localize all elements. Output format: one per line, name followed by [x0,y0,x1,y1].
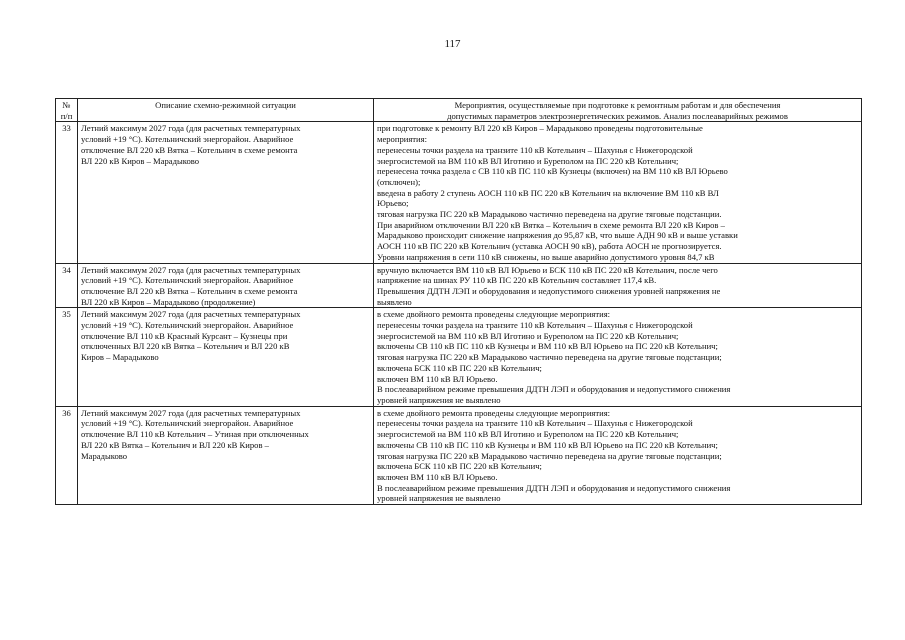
row-actions [374,122,862,263]
action-line: включены СВ 110 кВ ПС 110 кВ Кузнецы и ВМ 110 кВ ВЛ Юрьево на ПС 220 кВ Котельнич; [377,341,718,352]
action-line: При аварийном отключении ВЛ 220 кВ Вятка – Котельнич в схеме ремонта ВЛ 220 кВ Киров – [377,219,725,230]
page-number: 117 [444,38,461,50]
action-line: В послеаварийном режиме превышения ДДТН ЛЭП и оборудования и недопустимого снижения [377,384,731,395]
action-line: включена БСК 110 кВ ПС 220 кВ Котельнич; [377,362,542,373]
table-header-row [56,99,862,122]
action-line: вручную включается ВМ 110 кВ ВЛ Юрьево и БСК 110 кВ ПС 220 кВ Котельнич, после чего [377,264,718,275]
row-number: 36 [56,406,78,504]
header-num [56,99,78,122]
description-line: Летний максимум 2027 года (для расчетных температурных [81,407,301,418]
header-actions-line: Мероприятия, осуществляемые при подготовке к ремонтным работам и для обеспечения [454,100,781,110]
action-line: включен ВМ 110 кВ ВЛ Юрьево. [377,471,498,482]
action-line: перенесены точки раздела на транзите 110 кВ Котельнич – Шахунья с Нижегородской [377,320,693,331]
action-line: в схеме двойного ремонта проведены следующие мероприятия: [377,407,611,418]
measures-table [55,98,862,505]
header-actions [374,99,862,122]
action-line: энергосистемой на ВМ 110 кВ ВЛ Иготино и Буреполом на ПС 220 кВ Котельнич; [377,330,679,341]
table-row [56,263,862,308]
action-line: включены СВ 110 кВ ПС 110 кВ Кузнецы и ВМ 110 кВ ВЛ Юрьево на ПС 220 кВ Котельнич; [377,439,718,450]
row-description [78,263,374,308]
action-line: выявлено [377,296,412,307]
action-line: Юрьево; [377,198,409,209]
row-actions [374,263,862,308]
row-actions [374,308,862,406]
action-line: тяговая нагрузка ПС 220 кВ Марадыково частично переведена на другие тяговые подстанции; [377,352,722,363]
action-line: (отключен); [377,176,421,187]
action-line: перенесены точки раздела на транзите 110 кВ Котельнич – Шахунья с Нижегородской [377,418,693,429]
header-actions-line: допустимых параметров электроэнергетических режимов. Анализ послеаварийных режимов [447,110,788,121]
action-line: тяговая нагрузка ПС 220 кВ Марадыково частично переведена на другие тяговые подстанции. [377,209,722,220]
table-body [56,122,862,505]
action-line: в схеме двойного ремонта проведены следующие мероприятия: [377,309,611,320]
action-line: уровней напряжения не выявлено [377,394,501,405]
action-line: при подготовке к ремонту ВЛ 220 кВ Киров – Марадыково проведены подготовительные [377,123,703,134]
action-line: напряжение на шинах РУ 110 кВ ПС 220 кВ Котельнич составляет 117,4 кВ. [377,275,657,286]
description-line: Летний максимум 2027 года (для расчетных температурных [81,123,301,134]
table-row [56,122,862,263]
row-description [78,308,374,406]
row-actions [374,406,862,504]
row-description [78,122,374,263]
description-line: ВЛ 220 кВ Вятка – Котельнич и ВЛ 220 кВ Киров – [81,439,269,450]
action-line: перенесены точки раздела на транзите 110 кВ Котельнич – Шахунья с Нижегородской [377,144,693,155]
action-line: В послеаварийном режиме превышения ДДТН ЛЭП и оборудования и недопустимого снижения [377,482,731,493]
description-line: ВЛ 220 кВ Киров – Марадыково [81,155,200,166]
description-line: отключение ВЛ 220 кВ Вятка – Котельнич в схеме ремонта [81,144,298,155]
action-line: энергосистемой на ВМ 110 кВ ВЛ Иготино и Буреполом на ПС 220 кВ Котельнич; [377,155,679,166]
action-line: энергосистемой на ВМ 110 кВ ВЛ Иготино и Буреполом на ПС 220 кВ Котельнич; [377,429,679,440]
action-line: Уровни напряжения в сети 110 кВ снижены, но выше аварийно допустимого уровня 84,7 кВ [377,251,715,262]
description-line: условий +19 °С). Котельничский энергорайон. Аварийное [81,134,294,145]
description-line: отключение ВЛ 110 кВ Красный Курсант – Кузнецы при [81,330,288,341]
row-number: 34 [56,263,78,308]
action-line: включена БСК 110 кВ ПС 220 кВ Котельнич; [377,461,542,472]
description-line: условий +19 °С). Котельничский энергорайон. Аварийное [81,418,294,429]
action-line: введена в работу 2 ступень АОСН 110 кВ ПС 220 кВ Котельнич на включение ВМ 110 кВ ВЛ [377,187,719,198]
row-number: 33 [56,122,78,263]
description-line: отключение ВЛ 110 кВ Котельнич – Утиная при отключенных [81,429,309,440]
table-row [56,406,862,504]
header-description [78,99,374,122]
action-line: перенесена точка раздела с СВ 110 кВ ПС 110 кВ Кузнецы (включен) на ВМ 110 кВ ВЛ Юрьево [377,166,728,177]
action-line: Марадыково происходит снижение напряжения до 95,87 кВ, что выше АДН 90 кВ и выше уставки [377,230,738,241]
action-line: АОСН 110 кВ ПС 220 кВ Котельнич (уставка АОСН 90 кВ), работа АОСН не прогнозируется. [377,241,722,252]
table-row [56,308,862,406]
description-line: отключение ВЛ 220 кВ Вятка – Котельнич в схеме ремонта [81,285,298,296]
description-line: Марадыково [81,450,128,461]
description-line: условий +19 °С). Котельничский энергорайон. Аварийное [81,320,294,331]
description-line: Киров – Марадыково [81,352,159,363]
action-line: включен ВМ 110 кВ ВЛ Юрьево. [377,373,498,384]
description-line: Летний максимум 2027 года (для расчетных температурных [81,264,301,275]
header-num-line: п/п [60,110,73,121]
action-line: мероприятия: [377,134,427,145]
header-num-line: № [62,100,71,110]
action-line: тяговая нагрузка ПС 220 кВ Марадыково частично переведена на другие тяговые подстанции; [377,450,722,461]
action-line: Превышения ДДТН ЛЭП и оборудования и недопустимого снижения уровней напряжения не [377,285,721,296]
description-line: ВЛ 220 кВ Киров – Марадыково (продолжение) [81,296,256,307]
description-line: отключенных ВЛ 220 кВ Вятка – Котельнич и ВЛ 220 кВ [81,341,290,352]
description-line: Летний максимум 2027 года (для расчетных температурных [81,309,301,320]
action-line: уровней напряжения не выявлено [377,493,501,504]
description-line: условий +19 °С). Котельничский энергорайон. Аварийное [81,275,294,286]
header-description-label: Описание схемно-режимной ситуации [155,100,296,110]
row-number: 35 [56,308,78,406]
row-description [78,406,374,504]
